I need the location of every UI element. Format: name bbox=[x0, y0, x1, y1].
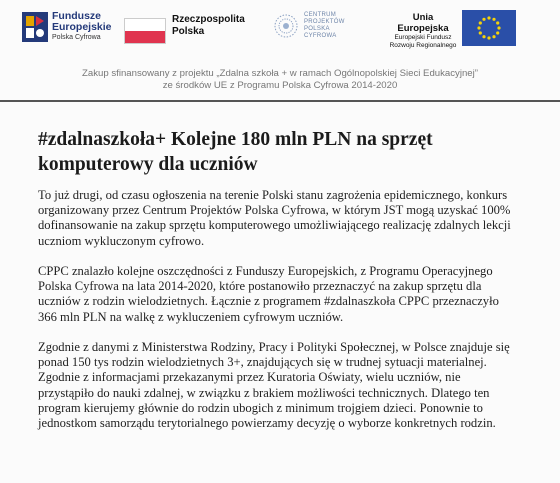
fundusze-europejskie-logo bbox=[22, 10, 122, 46]
rzeczpospolita-line1: Rzeczpospolita bbox=[172, 14, 245, 25]
title-line1: #zdalnaszkoła+ Kolejne 180 mln PLN na sprzęt bbox=[38, 129, 433, 150]
cppc-line2: PROJEKTÓW bbox=[304, 19, 345, 25]
paragraph-2 bbox=[38, 264, 548, 325]
fundusze-europejskie-emblem-icon bbox=[22, 12, 48, 42]
rzeczpospolita-polska-logo bbox=[124, 12, 244, 42]
paragraph-line: ponad 150 tys rodzin wielodzietnych 3+, znajdujących się w trudnej sytuacji materialnej. bbox=[38, 355, 487, 370]
paragraph-line: program kierujemy głównie do rodzin ubogich z minimum trojgiem dzieci. Ponownie to bbox=[38, 400, 483, 415]
header-divider bbox=[0, 100, 560, 102]
paragraph-line: 366 mln PLN na walkę z wykluczeniem cyfrowym uczniów. bbox=[38, 309, 344, 324]
paragraph-1 bbox=[38, 188, 548, 249]
paragraph-line: uczniom wykluczonym cyfrowo. bbox=[38, 233, 205, 248]
cppc-line3: POLSKA bbox=[304, 26, 330, 32]
paragraph-line: organizowany przez Centrum Projektów Polska Cyfrowa, w którym JST mogą uzyskać 100% bbox=[38, 203, 511, 218]
paragraph-3 bbox=[38, 340, 548, 431]
title-line2: komputerowy dla uczniów bbox=[38, 154, 258, 175]
unia-europejska-text bbox=[386, 12, 460, 50]
funding-note-line2: ze środków UE z Programu Polska Cyfrowa 2014-2020 bbox=[162, 80, 398, 91]
paragraph-line: Polska Cyfrowa na lata 2014-2020, które postanowiło przeznaczyć na zakup sprzętu dla bbox=[38, 279, 482, 294]
unia-europejska-logo bbox=[386, 10, 536, 49]
cppc-line1: CENTRUM bbox=[304, 12, 337, 18]
cppc-logo bbox=[272, 8, 372, 44]
eu-flag-icon bbox=[462, 10, 516, 46]
paragraph-line: Zgodnie z danymi z Ministerstwa Rodziny, Pracy i Polityki Społecznej, w Polsce znajduje się bbox=[38, 340, 510, 354]
cppc-line4: CYFROWA bbox=[304, 33, 337, 39]
document-title bbox=[38, 127, 538, 177]
paragraph-line: przystąpiło do nauki zdalnej, w związku z brakiem możliwości technicznych. Dlatego ten bbox=[38, 385, 490, 400]
paragraph-line: CPPC znalazło kolejne oszczędności z Funduszy Europejskich, z Programu Operacyjnego bbox=[38, 264, 493, 278]
cppc-text bbox=[304, 12, 345, 40]
logo-bar bbox=[0, 0, 560, 58]
rzeczpospolita-line2: Polska bbox=[172, 26, 205, 37]
fundusze-line3: Polska Cyfrowa bbox=[52, 34, 101, 41]
rzeczpospolita-text bbox=[172, 14, 245, 38]
polish-flag-icon bbox=[124, 18, 166, 44]
ue-line3: Rozwoju Regionalnego bbox=[389, 42, 457, 49]
fundusze-line2: Europejskie bbox=[52, 21, 112, 33]
funding-note bbox=[0, 68, 560, 92]
paragraph-line: dofinansowanie na zakup sprzętu komputerowego umożliwiającego realizację zdalnych lekcji bbox=[38, 218, 511, 233]
ue-line1: Unia Europejska bbox=[397, 12, 449, 34]
funding-note-line1: Zakup sfinansowany z projektu „Zdalna szkoła + w ramach Ogólnopolskiej Sieci Edukacyjnej” bbox=[82, 68, 478, 79]
paragraph-line: jednostkom samorządu terytorialnego powierzamy decyzję o wyborze konkretnych rodzin. bbox=[38, 416, 496, 431]
fundusze-line1: Fundusze bbox=[52, 10, 101, 22]
ue-line2: Europejski Fundusz bbox=[394, 34, 452, 41]
fundusze-europejskie-text bbox=[52, 11, 112, 43]
paragraph-line: To już drugi, od czasu ogłoszenia na terenie Polski stanu zagrożenia epidemicznego, konkurs bbox=[38, 188, 508, 202]
paragraph-line: uczniów z rodzin wielodzietnych. Łącznie z programem #zdalnaszkoła CPPC przeznaczyło bbox=[38, 294, 499, 309]
cppc-emblem-icon bbox=[272, 10, 300, 42]
paragraph-line: Zgodnie z informacjami przekazanymi przez Kuratoria Oświaty, wielu uczniów, nie bbox=[38, 370, 461, 385]
